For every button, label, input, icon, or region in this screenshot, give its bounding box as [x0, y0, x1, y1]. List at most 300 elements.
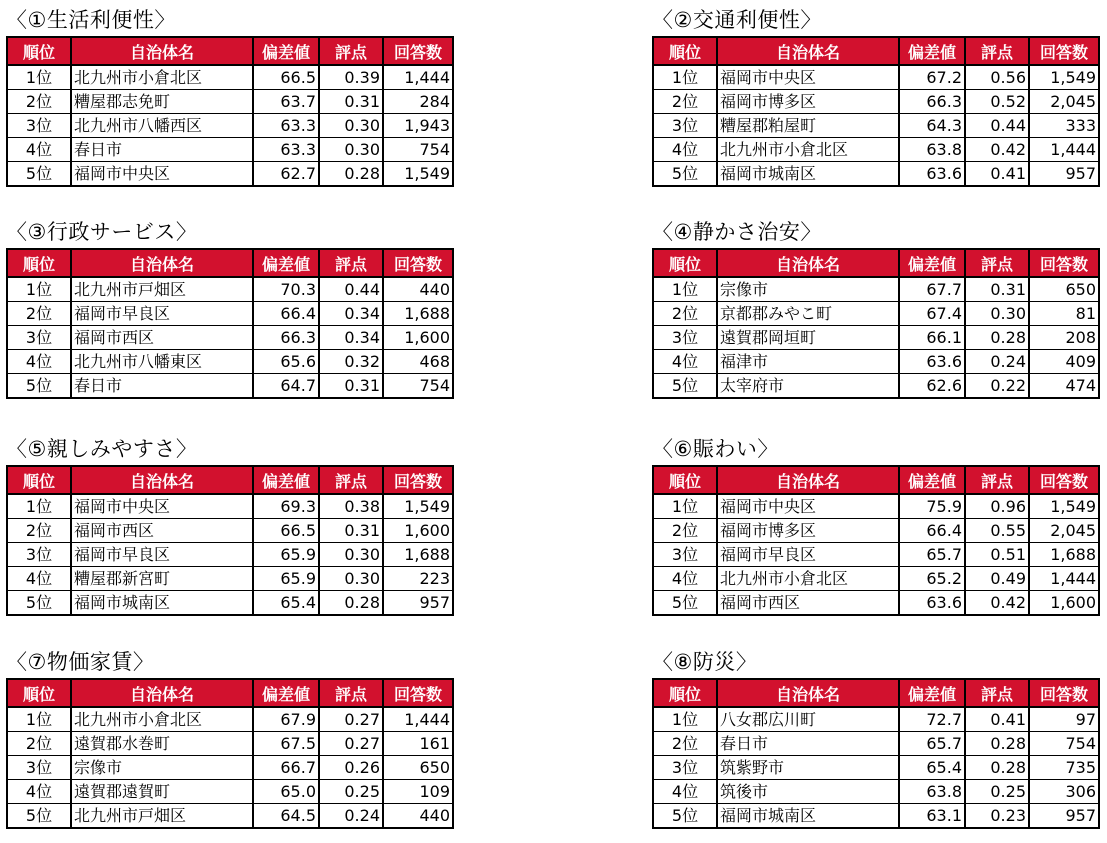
section-title: 〈②交通利便性〉 — [652, 8, 822, 32]
cell-count: 1,943 — [383, 114, 453, 138]
column-header-score: 偏差値 — [899, 466, 965, 494]
cell-name: 福岡市西区 — [71, 519, 253, 543]
table-row — [7, 567, 453, 591]
cell-rank: 4位 — [7, 567, 71, 591]
cell-count: 474 — [1029, 374, 1099, 399]
cell-name: 北九州市八幡西区 — [71, 114, 253, 138]
cell-points: 0.28 — [319, 591, 383, 616]
ranking-block — [652, 646, 1100, 829]
cell-name: 春日市 — [71, 138, 253, 162]
column-header-count: 回答数 — [1029, 466, 1099, 494]
cell-name: 遠賀郡水巻町 — [71, 732, 253, 756]
cell-count: 1,444 — [1029, 567, 1099, 591]
cell-score: 64.3 — [899, 114, 965, 138]
cell-score: 63.3 — [253, 138, 319, 162]
column-header-name: 自治体名 — [71, 249, 253, 277]
cell-name: 北九州市小倉北区 — [71, 707, 253, 732]
table-header-row — [653, 466, 1099, 494]
table-row — [653, 114, 1099, 138]
table-row — [7, 780, 453, 804]
cell-rank: 5位 — [653, 374, 717, 399]
table-row — [653, 277, 1099, 302]
cell-score: 65.9 — [253, 543, 319, 567]
ranking-table — [652, 678, 1100, 829]
cell-name: 春日市 — [717, 732, 899, 756]
cell-count: 1,688 — [383, 543, 453, 567]
cell-score: 65.2 — [899, 567, 965, 591]
cell-rank: 2位 — [653, 519, 717, 543]
cell-points: 0.23 — [965, 804, 1029, 829]
cell-score: 67.4 — [899, 302, 965, 326]
table-row — [653, 780, 1099, 804]
cell-count: 1,549 — [1029, 494, 1099, 519]
column-header-points: 評点 — [319, 249, 383, 277]
cell-rank: 3位 — [7, 756, 71, 780]
ranking-block — [652, 433, 1100, 616]
cell-count: 1,688 — [1029, 543, 1099, 567]
cell-count: 1,444 — [383, 707, 453, 732]
cell-count: 650 — [1029, 277, 1099, 302]
cell-points: 0.55 — [965, 519, 1029, 543]
cell-rank: 4位 — [653, 138, 717, 162]
table-row — [7, 65, 453, 90]
cell-rank: 2位 — [653, 90, 717, 114]
cell-rank: 4位 — [653, 350, 717, 374]
table-header-row — [653, 37, 1099, 65]
table-row — [653, 374, 1099, 399]
cell-score: 67.7 — [899, 277, 965, 302]
cell-rank: 5位 — [653, 804, 717, 829]
section-title: 〈⑥賑わい〉 — [652, 437, 779, 461]
column-header-points: 評点 — [319, 466, 383, 494]
cell-rank: 3位 — [653, 114, 717, 138]
column-header-count: 回答数 — [383, 37, 453, 65]
column-header-points: 評点 — [319, 679, 383, 707]
cell-rank: 2位 — [7, 90, 71, 114]
cell-points: 0.30 — [319, 138, 383, 162]
ranking-block — [6, 433, 454, 616]
table-row — [7, 543, 453, 567]
column-header-points: 評点 — [965, 37, 1029, 65]
cell-points: 0.34 — [319, 302, 383, 326]
column-header-rank: 順位 — [653, 466, 717, 494]
section-title: 〈③行政サービス〉 — [6, 220, 198, 244]
cell-count: 81 — [1029, 302, 1099, 326]
cell-rank: 5位 — [7, 162, 71, 187]
cell-score: 63.8 — [899, 780, 965, 804]
table-row — [653, 302, 1099, 326]
cell-rank: 4位 — [653, 567, 717, 591]
table-row — [653, 326, 1099, 350]
cell-points: 0.52 — [965, 90, 1029, 114]
cell-score: 66.5 — [253, 519, 319, 543]
cell-name: 宗像市 — [717, 277, 899, 302]
ranking-table — [652, 465, 1100, 616]
cell-count: 2,045 — [1029, 519, 1099, 543]
column-header-points: 評点 — [965, 249, 1029, 277]
cell-score: 66.1 — [899, 326, 965, 350]
column-header-count: 回答数 — [383, 679, 453, 707]
cell-points: 0.25 — [965, 780, 1029, 804]
column-header-score: 偏差値 — [253, 466, 319, 494]
cell-name: 糟屋郡粕屋町 — [717, 114, 899, 138]
cell-count: 97 — [1029, 707, 1099, 732]
column-header-rank: 順位 — [653, 679, 717, 707]
cell-rank: 2位 — [7, 302, 71, 326]
column-header-name: 自治体名 — [717, 249, 899, 277]
cell-count: 440 — [383, 804, 453, 829]
cell-count: 208 — [1029, 326, 1099, 350]
table-row — [653, 591, 1099, 616]
table-row — [653, 732, 1099, 756]
cell-count: 1,549 — [383, 494, 453, 519]
cell-score: 65.7 — [899, 732, 965, 756]
cell-name: 福岡市西区 — [717, 591, 899, 616]
table-header-row — [7, 249, 453, 277]
cell-score: 63.6 — [899, 350, 965, 374]
cell-name: 福岡市早良区 — [71, 302, 253, 326]
cell-count: 109 — [383, 780, 453, 804]
cell-points: 0.30 — [319, 543, 383, 567]
cell-count: 957 — [1029, 162, 1099, 187]
cell-rank: 5位 — [7, 804, 71, 829]
cell-score: 65.0 — [253, 780, 319, 804]
table-row — [7, 756, 453, 780]
table-row — [653, 162, 1099, 187]
cell-points: 0.28 — [965, 756, 1029, 780]
ranking-block — [652, 216, 1100, 399]
ranking-table — [6, 248, 454, 399]
cell-rank: 3位 — [653, 756, 717, 780]
column-header-score: 偏差値 — [253, 679, 319, 707]
cell-name: 福岡市城南区 — [717, 162, 899, 187]
ranking-table — [652, 36, 1100, 187]
cell-name: 筑紫野市 — [717, 756, 899, 780]
cell-score: 65.6 — [253, 350, 319, 374]
ranking-block — [6, 4, 454, 187]
cell-points: 0.27 — [319, 732, 383, 756]
cell-count: 1,549 — [383, 162, 453, 187]
cell-score: 65.4 — [253, 591, 319, 616]
cell-points: 0.41 — [965, 707, 1029, 732]
cell-count: 1,444 — [383, 65, 453, 90]
cell-points: 0.42 — [965, 591, 1029, 616]
cell-points: 0.39 — [319, 65, 383, 90]
cell-name: 福岡市博多区 — [717, 90, 899, 114]
cell-score: 72.7 — [899, 707, 965, 732]
cell-rank: 1位 — [653, 277, 717, 302]
cell-score: 67.5 — [253, 732, 319, 756]
table-header-row — [7, 679, 453, 707]
table-row — [7, 277, 453, 302]
cell-rank: 5位 — [653, 162, 717, 187]
cell-rank: 1位 — [7, 494, 71, 519]
table-row — [7, 326, 453, 350]
cell-points: 0.96 — [965, 494, 1029, 519]
cell-score: 66.7 — [253, 756, 319, 780]
column-header-name: 自治体名 — [717, 679, 899, 707]
cell-rank: 1位 — [653, 707, 717, 732]
cell-points: 0.49 — [965, 567, 1029, 591]
column-header-count: 回答数 — [383, 466, 453, 494]
column-header-rank: 順位 — [653, 249, 717, 277]
cell-rank: 3位 — [7, 114, 71, 138]
cell-name: 太宰府市 — [717, 374, 899, 399]
cell-score: 64.7 — [253, 374, 319, 399]
cell-points: 0.56 — [965, 65, 1029, 90]
cell-name: 福津市 — [717, 350, 899, 374]
column-header-rank: 順位 — [7, 37, 71, 65]
ranking-table — [6, 36, 454, 187]
cell-name: 北九州市小倉北区 — [71, 65, 253, 90]
column-header-name: 自治体名 — [71, 466, 253, 494]
cell-count: 2,045 — [1029, 90, 1099, 114]
cell-score: 66.5 — [253, 65, 319, 90]
cell-points: 0.24 — [319, 804, 383, 829]
cell-rank: 3位 — [7, 326, 71, 350]
cell-score: 66.4 — [899, 519, 965, 543]
cell-score: 63.1 — [899, 804, 965, 829]
cell-count: 1,444 — [1029, 138, 1099, 162]
table-row — [653, 519, 1099, 543]
column-header-points: 評点 — [319, 37, 383, 65]
column-header-name: 自治体名 — [717, 37, 899, 65]
cell-rank: 5位 — [7, 591, 71, 616]
table-row — [7, 302, 453, 326]
cell-count: 333 — [1029, 114, 1099, 138]
cell-name: 福岡市城南区 — [71, 591, 253, 616]
table-row — [653, 707, 1099, 732]
cell-name: 福岡市博多区 — [717, 519, 899, 543]
cell-name: 八女郡広川町 — [717, 707, 899, 732]
table-row — [7, 804, 453, 829]
cell-rank: 1位 — [653, 65, 717, 90]
section-title: 〈⑦物価家賃〉 — [6, 650, 155, 674]
column-header-count: 回答数 — [1029, 249, 1099, 277]
table-header-row — [653, 249, 1099, 277]
cell-points: 0.30 — [319, 114, 383, 138]
cell-score: 63.7 — [253, 90, 319, 114]
ranking-table — [6, 678, 454, 829]
table-row — [653, 804, 1099, 829]
cell-name: 福岡市中央区 — [71, 494, 253, 519]
cell-count: 409 — [1029, 350, 1099, 374]
cell-name: 春日市 — [71, 374, 253, 399]
cell-points: 0.34 — [319, 326, 383, 350]
cell-name: 北九州市小倉北区 — [717, 138, 899, 162]
cell-name: 京都郡みやこ町 — [717, 302, 899, 326]
cell-count: 735 — [1029, 756, 1099, 780]
cell-count: 754 — [1029, 732, 1099, 756]
cell-score: 70.3 — [253, 277, 319, 302]
cell-count: 1,600 — [1029, 591, 1099, 616]
ranking-table — [6, 465, 454, 616]
cell-name: 北九州市戸畑区 — [71, 804, 253, 829]
cell-score: 65.4 — [899, 756, 965, 780]
cell-points: 0.27 — [319, 707, 383, 732]
cell-count: 957 — [383, 591, 453, 616]
table-row — [653, 756, 1099, 780]
cell-name: 筑後市 — [717, 780, 899, 804]
section-title: 〈④静かさ治安〉 — [652, 220, 822, 244]
cell-points: 0.38 — [319, 494, 383, 519]
section-title: 〈⑤親しみやすさ〉 — [6, 437, 198, 461]
ranking-block — [6, 646, 454, 829]
table-row — [653, 543, 1099, 567]
cell-points: 0.31 — [319, 90, 383, 114]
cell-count: 223 — [383, 567, 453, 591]
cell-name: 糟屋郡新宮町 — [71, 567, 253, 591]
cell-count: 1,549 — [1029, 65, 1099, 90]
cell-score: 62.6 — [899, 374, 965, 399]
cell-name: 遠賀郡遠賀町 — [71, 780, 253, 804]
cell-name: 遠賀郡岡垣町 — [717, 326, 899, 350]
cell-points: 0.25 — [319, 780, 383, 804]
column-header-count: 回答数 — [1029, 37, 1099, 65]
cell-points: 0.44 — [319, 277, 383, 302]
table-row — [7, 374, 453, 399]
cell-count: 306 — [1029, 780, 1099, 804]
column-header-score: 偏差値 — [253, 249, 319, 277]
column-header-rank: 順位 — [7, 679, 71, 707]
cell-points: 0.30 — [965, 302, 1029, 326]
cell-rank: 2位 — [7, 519, 71, 543]
cell-name: 北九州市小倉北区 — [717, 567, 899, 591]
cell-score: 65.9 — [253, 567, 319, 591]
cell-points: 0.42 — [965, 138, 1029, 162]
cell-count: 1,688 — [383, 302, 453, 326]
cell-points: 0.28 — [965, 326, 1029, 350]
column-header-score: 偏差値 — [899, 679, 965, 707]
cell-points: 0.31 — [319, 519, 383, 543]
cell-rank: 2位 — [653, 302, 717, 326]
cell-rank: 2位 — [7, 732, 71, 756]
cell-count: 650 — [383, 756, 453, 780]
cell-name: 福岡市中央区 — [717, 494, 899, 519]
table-row — [653, 494, 1099, 519]
table-row — [7, 114, 453, 138]
cell-name: 糟屋郡志免町 — [71, 90, 253, 114]
cell-name: 福岡市早良区 — [717, 543, 899, 567]
table-row — [7, 90, 453, 114]
cell-points: 0.26 — [319, 756, 383, 780]
column-header-name: 自治体名 — [71, 37, 253, 65]
cell-rank: 2位 — [653, 732, 717, 756]
cell-rank: 4位 — [653, 780, 717, 804]
column-header-rank: 順位 — [7, 249, 71, 277]
cell-rank: 4位 — [7, 780, 71, 804]
cell-points: 0.44 — [965, 114, 1029, 138]
table-row — [653, 350, 1099, 374]
table-header-row — [653, 679, 1099, 707]
table-row — [7, 591, 453, 616]
table-row — [653, 567, 1099, 591]
cell-name: 福岡市早良区 — [71, 543, 253, 567]
cell-rank: 1位 — [7, 707, 71, 732]
cell-score: 63.3 — [253, 114, 319, 138]
ranking-block — [6, 216, 454, 399]
cell-rank: 3位 — [7, 543, 71, 567]
cell-rank: 3位 — [653, 326, 717, 350]
ranking-block — [652, 4, 1100, 187]
cell-points: 0.31 — [965, 277, 1029, 302]
table-row — [7, 162, 453, 187]
cell-rank: 1位 — [653, 494, 717, 519]
cell-score: 63.6 — [899, 162, 965, 187]
cell-score: 64.5 — [253, 804, 319, 829]
cell-points: 0.41 — [965, 162, 1029, 187]
cell-score: 67.2 — [899, 65, 965, 90]
cell-name: 福岡市西区 — [71, 326, 253, 350]
cell-name: 福岡市中央区 — [717, 65, 899, 90]
table-row — [7, 494, 453, 519]
table-header-row — [7, 37, 453, 65]
cell-name: 北九州市戸畑区 — [71, 277, 253, 302]
column-header-score: 偏差値 — [253, 37, 319, 65]
cell-rank: 4位 — [7, 350, 71, 374]
cell-score: 63.6 — [899, 591, 965, 616]
column-header-score: 偏差値 — [899, 37, 965, 65]
table-row — [653, 90, 1099, 114]
cell-points: 0.28 — [965, 732, 1029, 756]
ranking-table — [652, 248, 1100, 399]
column-header-count: 回答数 — [383, 249, 453, 277]
column-header-name: 自治体名 — [71, 679, 253, 707]
cell-count: 1,600 — [383, 326, 453, 350]
table-row — [7, 138, 453, 162]
cell-count: 957 — [1029, 804, 1099, 829]
table-row — [653, 65, 1099, 90]
column-header-rank: 順位 — [7, 466, 71, 494]
cell-score: 62.7 — [253, 162, 319, 187]
column-header-score: 偏差値 — [899, 249, 965, 277]
table-header-row — [7, 466, 453, 494]
cell-score: 66.4 — [253, 302, 319, 326]
cell-score: 69.3 — [253, 494, 319, 519]
cell-count: 468 — [383, 350, 453, 374]
cell-count: 440 — [383, 277, 453, 302]
cell-count: 161 — [383, 732, 453, 756]
column-header-points: 評点 — [965, 466, 1029, 494]
cell-score: 65.7 — [899, 543, 965, 567]
section-title: 〈①生活利便性〉 — [6, 8, 176, 32]
cell-score: 63.8 — [899, 138, 965, 162]
cell-score: 75.9 — [899, 494, 965, 519]
table-row — [653, 138, 1099, 162]
cell-count: 754 — [383, 138, 453, 162]
cell-points: 0.24 — [965, 350, 1029, 374]
cell-count: 754 — [383, 374, 453, 399]
table-row — [7, 732, 453, 756]
cell-count: 1,600 — [383, 519, 453, 543]
cell-rank: 1位 — [7, 277, 71, 302]
cell-name: 福岡市中央区 — [71, 162, 253, 187]
cell-rank: 1位 — [7, 65, 71, 90]
cell-points: 0.22 — [965, 374, 1029, 399]
column-header-rank: 順位 — [653, 37, 717, 65]
cell-rank: 4位 — [7, 138, 71, 162]
cell-points: 0.31 — [319, 374, 383, 399]
cell-name: 福岡市城南区 — [717, 804, 899, 829]
cell-score: 67.9 — [253, 707, 319, 732]
cell-rank: 3位 — [653, 543, 717, 567]
cell-count: 284 — [383, 90, 453, 114]
cell-points: 0.51 — [965, 543, 1029, 567]
column-header-points: 評点 — [965, 679, 1029, 707]
cell-name: 宗像市 — [71, 756, 253, 780]
cell-points: 0.28 — [319, 162, 383, 187]
section-title: 〈⑧防災〉 — [652, 650, 758, 674]
